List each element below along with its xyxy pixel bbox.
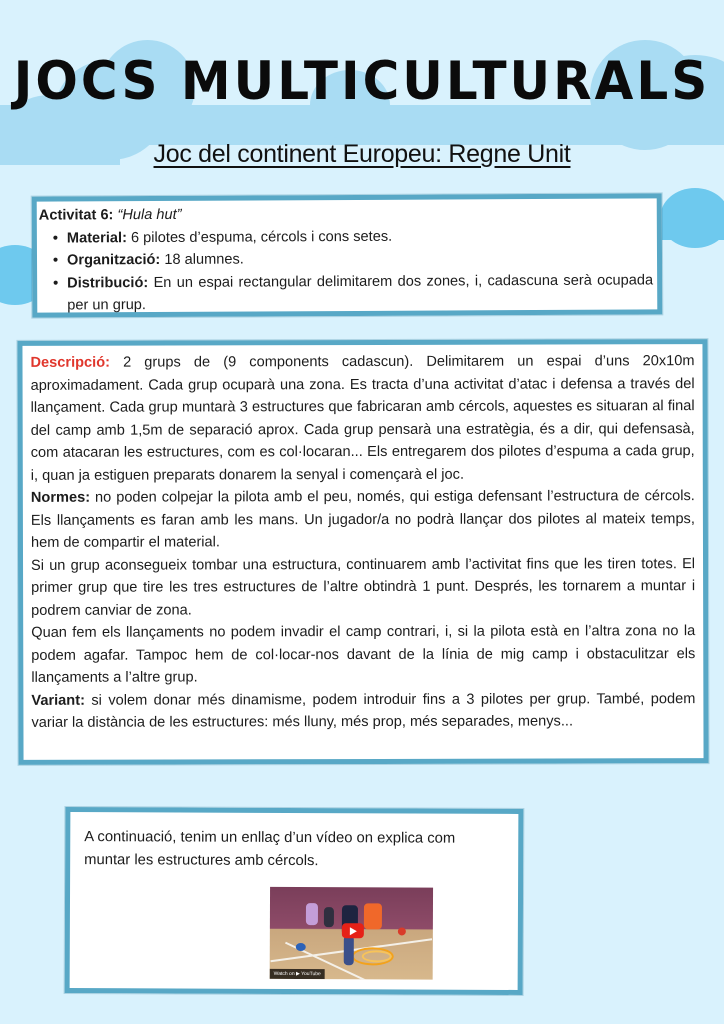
activity-heading [39,201,653,227]
page-subtitle: Joc del continent Europeu: Regne Unit [153,140,571,168]
main-title: JOCS MULTICULTURALS [13,50,711,112]
description-paragraph [30,350,694,487]
rules-paragraph [31,485,695,554]
video-intro: A continuació, tenim un enllaç d’un vídeo on explica com muntar les estructures amb cércols. [84,829,456,870]
variant-label: Variant: [31,692,85,709]
activity-name: “Hula hut” [117,206,182,224]
list-item-distribution [53,269,653,317]
variant-paragraph [31,688,695,735]
list-item-organization [53,246,653,272]
distribution-text: En un espai rectangular delimitarem dos zones, i, cadascuna serà ocupada per un grup. [67,271,654,314]
material-text: 6 pilotes d’espuma, cércols i cons setes. [126,228,393,246]
distribution-label: Distribució: [67,274,149,291]
list-item-material [53,224,653,250]
description-box [17,339,708,765]
play-button-icon[interactable] [342,923,364,938]
variant-text: si volem donar més dinamisme, podem introduir fins a 3 pilotes per grup. També, podem variar la distància de les estructures: més lluny, més prop, més separades, menys... [31,690,696,731]
watch-on-youtube-label[interactable]: Watch on ▶ YouTube [270,969,325,979]
material-label: Material: [66,229,127,246]
rules-label: Normes: [30,489,91,506]
video-thumbnail[interactable] [270,887,433,980]
organization-text: 18 alumnes. [160,251,244,268]
video-box [65,807,524,995]
description-label: Descripció: [30,354,111,371]
activity-details-list [39,224,653,317]
rules-paragraph-3: Quan fem els llançaments no podem invadir el camp contrari, i, si la pilota està en l’altra zona no la podem agafar. Tampoc hem de col·locar-nos davant de la línia de mig camp i obstaculitzar els llançaments a l’altre grup. [31,623,696,686]
activity-label: Activitat 6: [38,207,114,224]
organization-label: Organització: [66,251,161,269]
rules-paragraph-2: Si un grup aconsegueix tombar una estructura, continuarem amb l’activitat fins que les tiren totes. El primer grup que tire les tres estructures de l’altre obtindrà 1 punt. Després, les tornarem a muntar i podrem canviar de zona. [31,555,696,619]
activity-summary-box [32,193,663,317]
rules-text: no poden colpejar la pilota amb el peu, només, qui estiga defensant l’estructura de cércols. Els llançaments es faran amb les mans. Un jugador/a no podrà llançar dos pilotes al mateix temps, hem de compartir el material. [30,488,695,551]
description-text: 2 grups de (9 components cadascun). Delimitarem un espai d’uns 20x10m aproximadament. Cada grup ocuparà una zona. Es tracta d’una activitat d’atac i defensa a través del llançament. Cada grup muntarà 3 estructures que fabricaran amb cércols, aquestes es situaran al final del camp amb 1,5m de separació aprox. Cada grup pensarà una estratègia, és a dir, qui defensasà, com atacaran les estructures, com es col·locaran... Els entregarem dos pilotes d’espuma a cada grup, i, quan ja estiguen preparats donarem la senyal i començarà el joc. [30,353,695,484]
